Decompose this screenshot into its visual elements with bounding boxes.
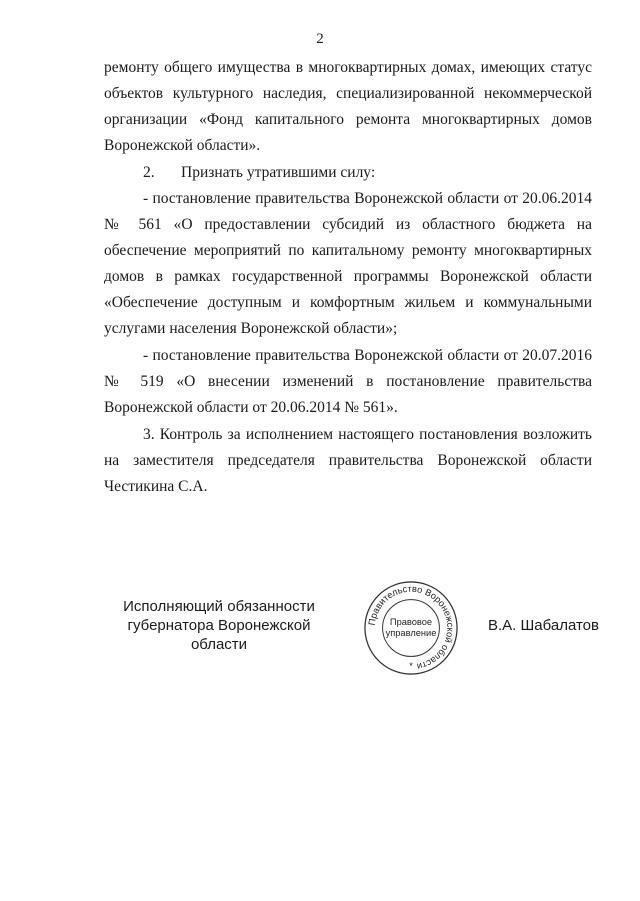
item-number: 2. [143,164,155,181]
paragraph-line: обеспечение мероприятий по капитальному ремонту многоквартирных [104,242,592,259]
paragraph-line: 3. Контроль за исполнением настоящего постановления возложить [143,426,592,443]
paragraph-line: ремонту общего имущества в многоквартирных домах, имеющих статус [104,59,592,76]
paragraph-line: - постановление правительства Воронежской области от 20.06.2014 [143,190,592,207]
signatory-position [104,597,334,654]
page-number: 2 [316,31,324,47]
stamp-star: * [409,661,413,672]
paragraph-line: Воронежской области от 20.06.2014 № 561». [104,399,398,416]
stamp-ring-text: Правительство Воронежской области [366,583,456,672]
paragraph-line: услугами населения Воронежской области»; [104,320,398,337]
stamp-center-line: Правовое [389,617,433,628]
paragraph-line: «Обеспечение доступным и комфортным жильем и коммунальными [104,294,592,311]
signatory-name: В.А. Шабалатов [488,617,599,634]
paragraph-line: организации «Фонд капитального ремонта многоквартирных домов [104,111,592,128]
position-line: губернатора Воронежской области [127,617,311,653]
position-line: Исполняющий обязанности [123,598,315,615]
paragraph-line: № 519 «О внесении изменений в постановление правительства [104,373,592,390]
paragraph-line: - постановление правительства Воронежской области от 20.07.2016 [143,347,592,364]
paragraph-line: на заместителя председателя правительства Воронежской области [104,452,592,469]
stamp-center-line: управление [385,627,437,638]
paragraph-line: объектов культурного наследия, специализированной некоммерческой [104,85,592,102]
item-heading: Признать утратившими силу: [181,164,376,181]
paragraph-line: Воронежской области». [104,137,261,154]
paragraph-line: домов в рамках государственной программы Воронежской области [104,268,592,285]
official-stamp [362,579,460,677]
paragraph-line: № 561 «О предоставлении субсидий из областного бюджета на [104,216,592,233]
paragraph-line: Честикина С.А. [104,478,208,495]
